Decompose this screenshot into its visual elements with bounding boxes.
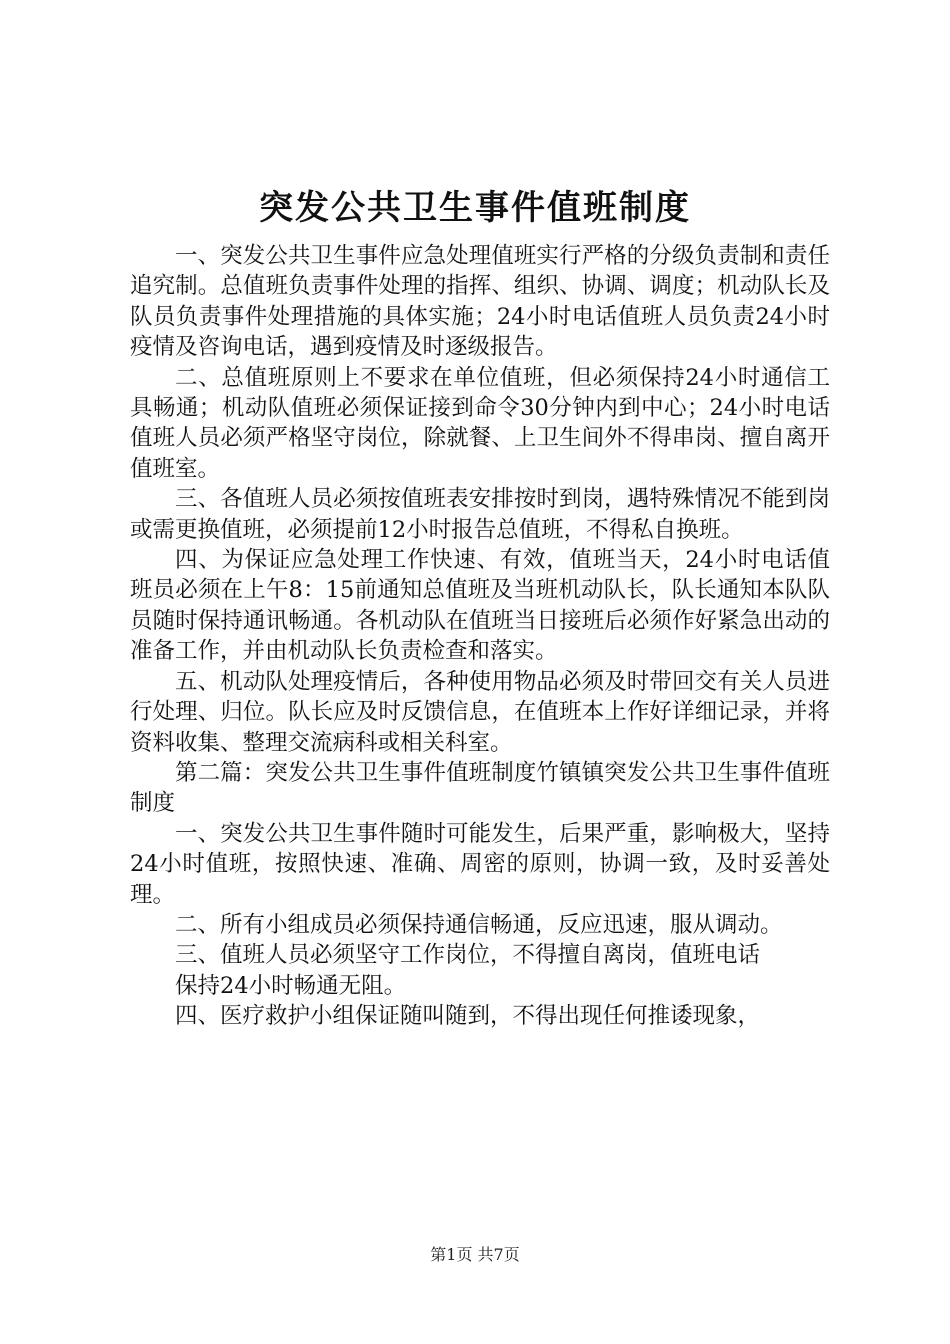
document-body bbox=[130, 241, 830, 1032]
page-footer: 第1页 共7页 bbox=[430, 1245, 520, 1264]
paragraph-3: 三、各值班人员必须按值班表安排按时到岗，遇特殊情况不能到岗或需更换值班，必须提前12小时报告总值班，不得私自换班。 bbox=[130, 486, 830, 543]
paragraph-8: 三、值班人员必须坚守工作岗位，不得擅自离岗，值班电话 bbox=[175, 942, 761, 969]
paragraph-1: 一、突发公共卫生事件应急处理值班实行严格的分级负责制和责任追究制。总值班负责事件处理的指挥、组织、协调、调度；机动队长及队员负责事件处理措施的具体实施；24小时电话值班人员负责24小时疫情及咨询电话，遇到疫情及时逐级报告。 bbox=[130, 243, 830, 361]
paragraph-6: 一、突发公共卫生事件随时可能发生，后果严重，影响极大，坚持24小时值班，按照快速、准确、周密的原则，协调一致，及时妥善处理。 bbox=[130, 820, 830, 908]
paragraph-8-continued: 保持24小时畅通无阻。 bbox=[175, 972, 407, 999]
paragraph-4: 四、为保证应急处理工作快速、有效，值班当天，24小时电话值班员必须在上午8：15前通知总值班及当班机动队长，队长通知本队队员随时保持通讯畅通。各机动队在值班当日接班后必须作好紧急出动的准备工作，并由机动队长负责检查和落实。 bbox=[130, 547, 830, 665]
document-title: 突发公共卫生事件值班制度 bbox=[259, 188, 691, 228]
section-heading-part-2: 第二篇：突发公共卫生事件值班制度竹镇镇突发公共卫生事件值班制度 bbox=[130, 759, 830, 817]
paragraph-5: 五、机动队处理疫情后，各种使用物品必须及时带回交有关人员进行处理、归位。队长应及时反馈信息，在值班本上作好详细记录，并将资料收集、整理交流病科或相关科室。 bbox=[130, 668, 830, 756]
paragraph-2: 二、总值班原则上不要求在单位值班，但必须保持24小时通信工具畅通；机动队值班必须保证接到命令30分钟内到中心；24小时电话值班人员必须严格坚守岗位，除就餐、上卫生间外不得串岗、擅自离开值班室。 bbox=[130, 364, 830, 482]
paragraph-7: 二、所有小组成员必须保持通信畅通，反应迅速，服从调动。 bbox=[175, 911, 783, 938]
paragraph-9: 四、医疗救护小组保证随叫随到，不得出现任何推诿现象， bbox=[175, 1003, 761, 1030]
